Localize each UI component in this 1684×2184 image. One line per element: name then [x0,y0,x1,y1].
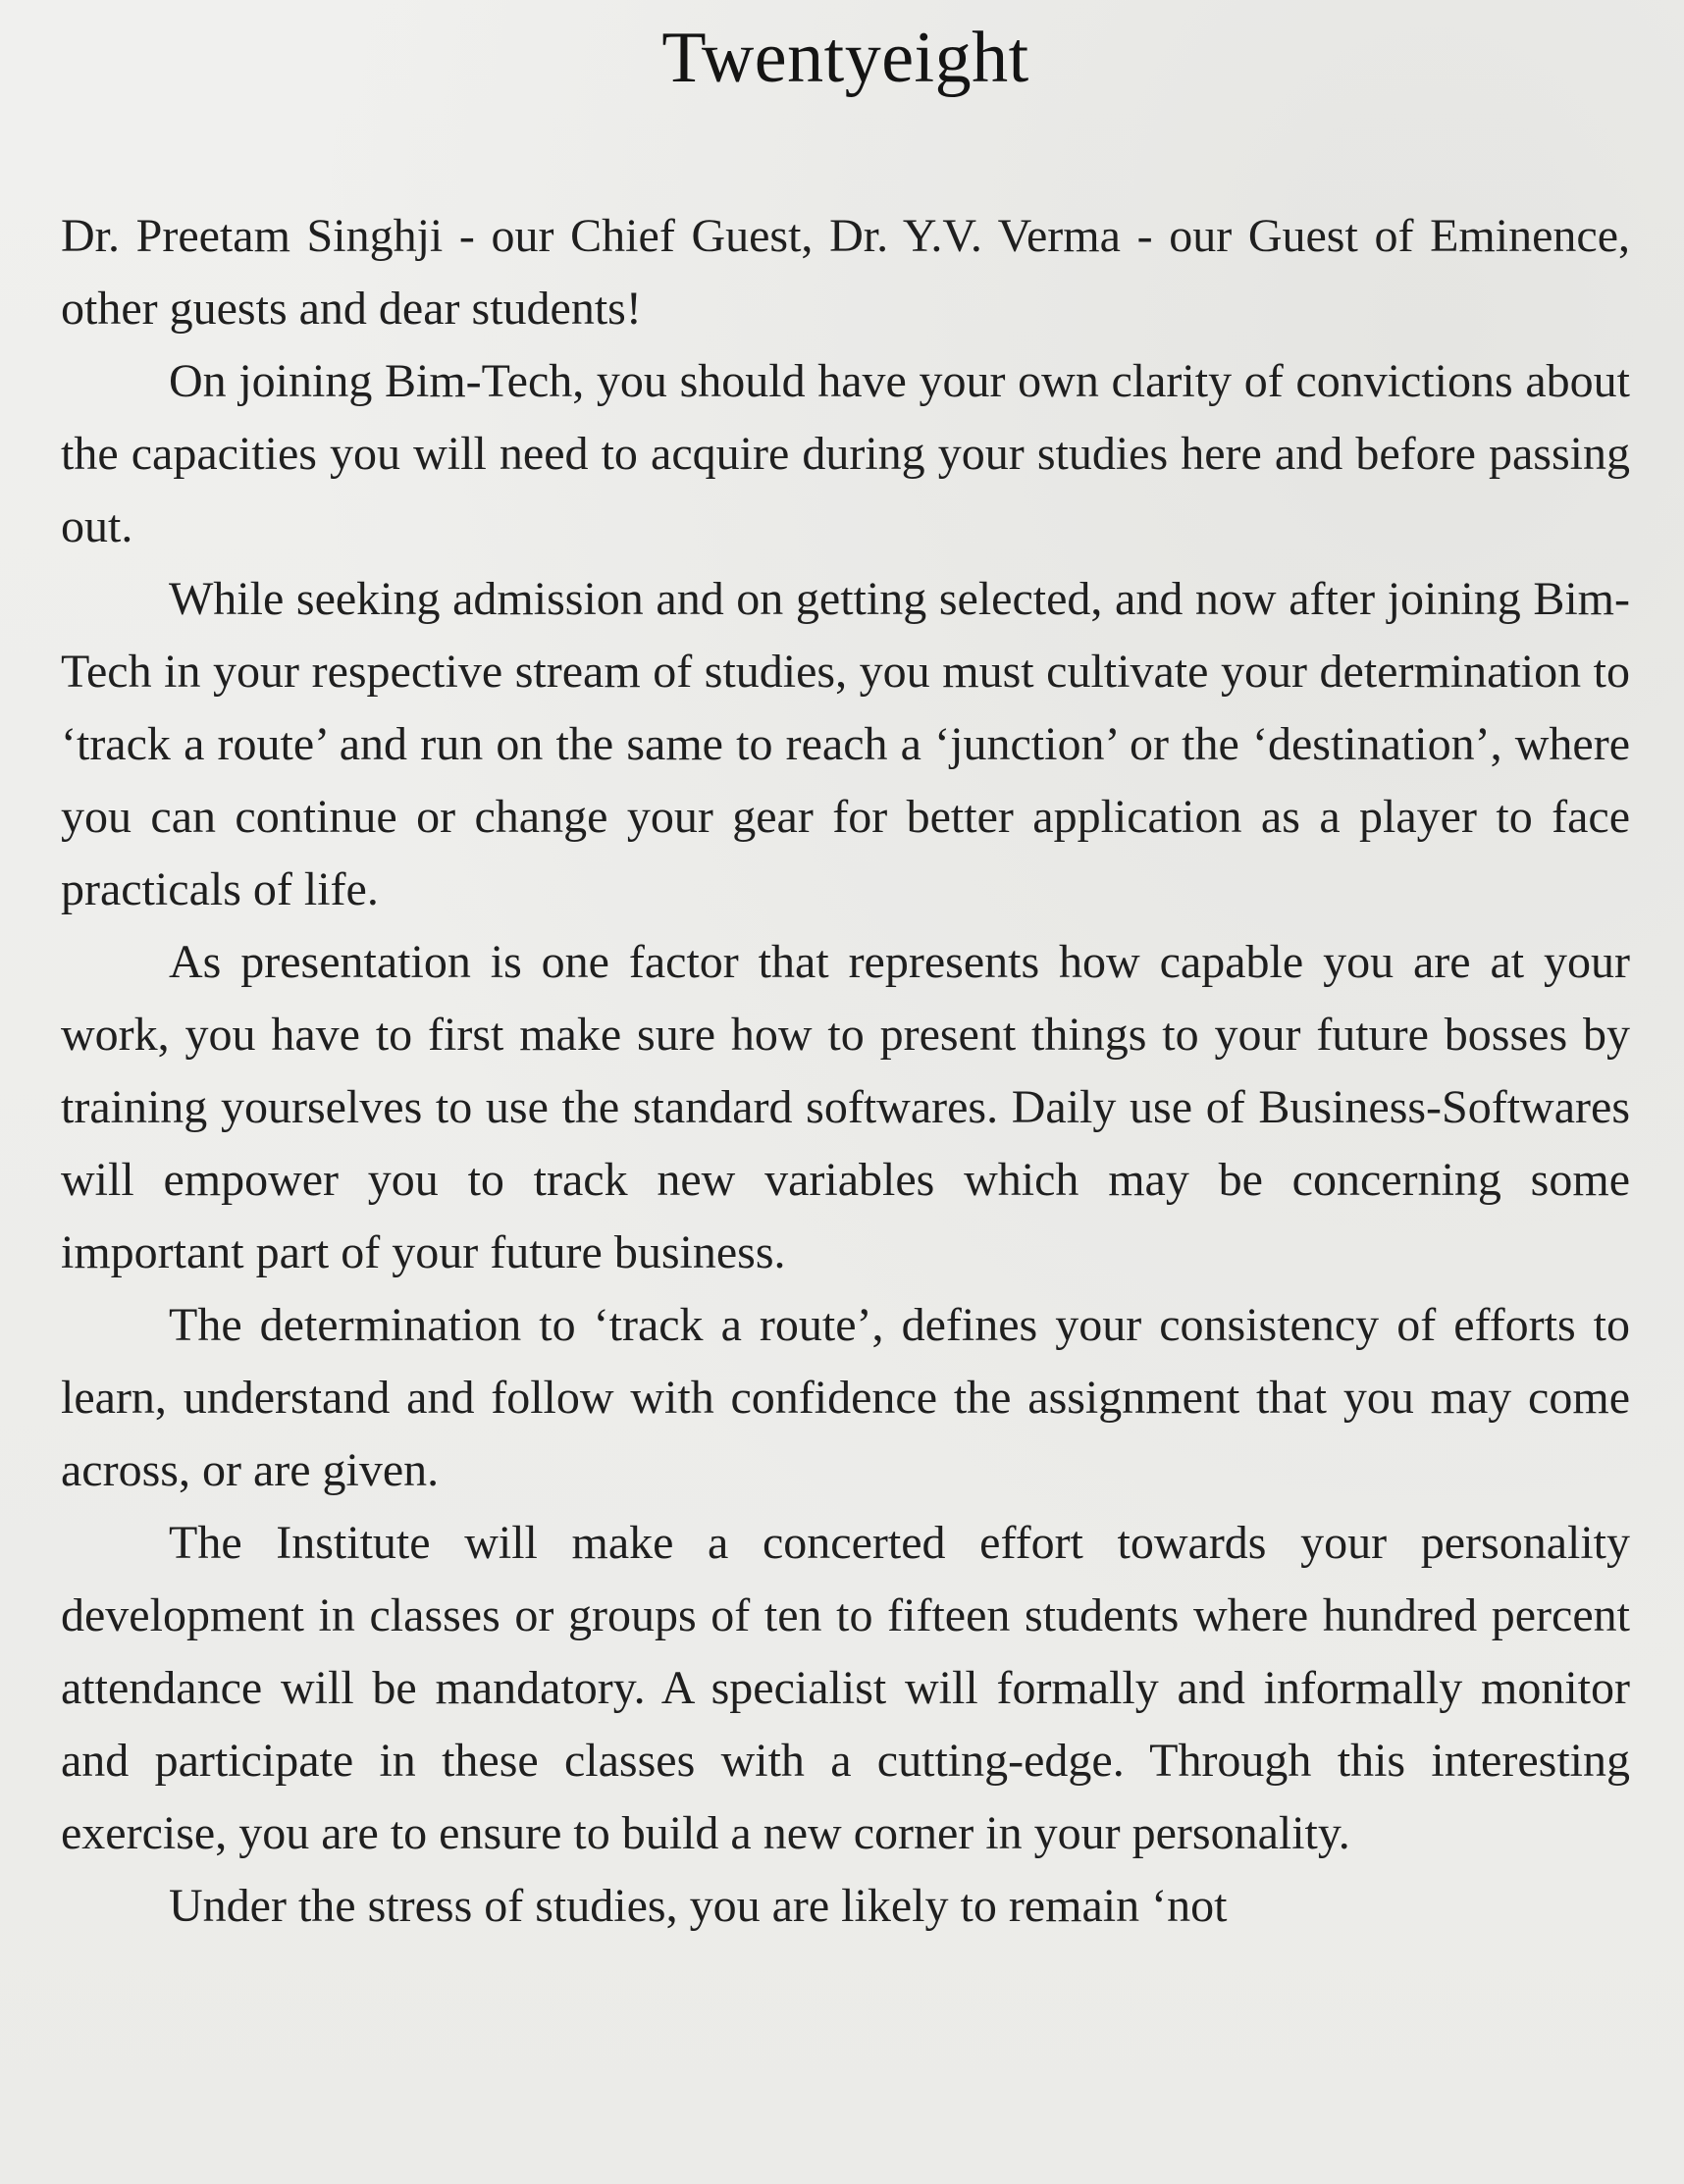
paragraph-stress: Under the stress of studies, you are likely to remain ‘not [169,1880,1228,1932]
paragraph-presentation: As presentation is one factor that represents how capable you are at your work, you have to first make sure how to present things to your future bosses by training yourselves to use the standard softwares. Daily use of Business-Softwares will empower you to track new variables which may be concerning some important part of your future business. [61,936,1630,1278]
paragraph-determination: The determination to ‘track a route’, defines your consistency of efforts to learn, understand and follow with confidence the assignment that you may come across, or are given. [61,1299,1630,1496]
paragraph-salutation: Dr. Preetam Singhji - our Chief Guest, Dr. Y.V. Verma - our Guest of Eminence, other guests and dear students! [61,210,1630,335]
paragraph-track-route: While seeking admission and on getting selected, and now after joining Bim-Tech in your respective stream of studies, you must cultivate your determination to ‘track a route’ and run on the same to reach a ‘junction’ or the ‘destination’, where you can continue or change your gear for better application as a player to face practicals of life. [61,573,1630,915]
page-title: Twentyeight [661,18,1029,98]
paragraph-personality: The Institute will make a concerted effort towards your personality development in classes or groups of ten to fifteen students where hundred percent attendance will be mandatory. A specialist will formally and informally monitor and participate in these classes with a cutting-edge. Through this interesting exercise, you are to ensure to build a new corner in your personality. [61,1517,1630,1859]
body-text [61,200,1630,1943]
paragraph-joining: On joining Bim-Tech, you should have your own clarity of convictions about the capacities you will need to acquire during your studies here and before passing out. [61,355,1630,552]
